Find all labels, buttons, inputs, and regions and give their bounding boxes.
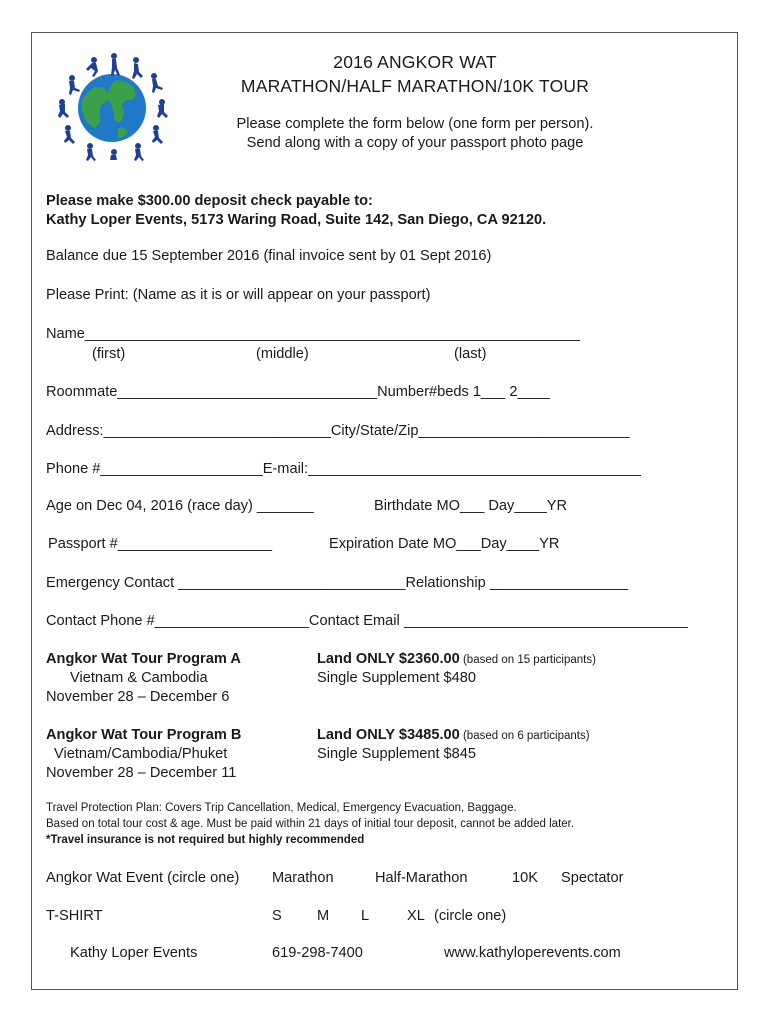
instruction-line-2: Send along with a copy of your passport photo page xyxy=(246,135,584,151)
program-b-name: Angkor Wat Tour Program B xyxy=(46,727,242,743)
title-line-1: 2016 ANGKOR WAT xyxy=(333,52,497,72)
program-b-countries: Vietnam/Cambodia/Phuket xyxy=(54,746,228,762)
travel-insurance-note: *Travel insurance is not required but highly recommended xyxy=(46,834,365,846)
program-b-dates: November 28 – December 11 xyxy=(46,765,237,781)
tshirt-size-m[interactable]: M xyxy=(317,908,330,924)
tshirt-size-l[interactable]: L xyxy=(361,908,370,924)
instruction-line-1: Please complete the form below (one form per person). xyxy=(236,116,594,132)
event-option-marathon[interactable]: Marathon xyxy=(272,870,334,886)
contact-phone-email-field[interactable]: Contact Phone #___________________Contact Email ___________________________________ xyxy=(46,613,688,629)
tshirt-circle-note: (circle one) xyxy=(434,908,507,924)
program-a-price-label: Land ONLY $2360.00 xyxy=(317,651,460,667)
name-middle-label: (middle) xyxy=(256,346,309,362)
address-field[interactable]: Address:____________________________City/State/Zip__________________________ xyxy=(46,423,630,439)
program-b-price-label: Land ONLY $3485.00 xyxy=(317,727,460,743)
program-a-supplement: Single Supplement $480 xyxy=(317,670,477,686)
title-line-2: MARATHON/HALF MARATHON/10K TOUR xyxy=(240,76,590,96)
program-a-dates: November 28 – December 6 xyxy=(46,689,230,705)
program-a-price-note: (based on 15 participants) xyxy=(459,654,596,666)
travel-protection-line-2: Based on total tour cost & age. Must be paid within 21 days of initial tour deposit, cannot be added later. xyxy=(46,818,575,830)
program-b-supplement: Single Supplement $845 xyxy=(317,746,477,762)
tshirt-size-xl[interactable]: XL xyxy=(407,908,425,924)
program-a-countries: Vietnam & Cambodia xyxy=(70,670,208,686)
event-option-10k[interactable]: 10K xyxy=(512,870,538,886)
event-option-half-marathon[interactable]: Half-Marathon xyxy=(375,870,468,886)
print-note: Please Print: (Name as it is or will appear on your passport) xyxy=(46,287,431,303)
travel-protection-line-1: Travel Protection Plan: Covers Trip Cancellation, Medical, Emergency Evacuation, Baggage. xyxy=(46,802,517,814)
tshirt-size-s[interactable]: S xyxy=(272,908,282,924)
program-b-price-note: (based on 6 participants) xyxy=(459,730,590,742)
globe-runners-logo xyxy=(56,50,168,162)
passport-field[interactable]: Passport #___________________ xyxy=(48,536,272,552)
footer-company: Kathy Loper Events xyxy=(70,945,198,961)
expiration-field[interactable]: Expiration Date MO___Day____YR xyxy=(329,536,560,552)
tshirt-label: T-SHIRT xyxy=(46,908,103,924)
footer-phone: 619-298-7400 xyxy=(272,945,363,961)
balance-due: Balance due 15 September 2016 (final invoice sent by 01 Sept 2016) xyxy=(46,248,492,264)
program-a-price xyxy=(317,650,596,669)
emergency-contact-field[interactable]: Emergency Contact ____________________________Relationship _________________ xyxy=(46,575,628,591)
name-last-label: (last) xyxy=(454,346,487,362)
program-b-price xyxy=(317,726,590,745)
footer-website[interactable]: www.kathyloperevents.com xyxy=(444,945,621,961)
name-field[interactable]: Name_____________________________________________________________ xyxy=(46,326,581,342)
event-option-spectator[interactable]: Spectator xyxy=(561,870,624,886)
phone-email-field[interactable]: Phone #____________________E-mail:_________________________________________ xyxy=(46,461,641,477)
deposit-line-1: Please make $300.00 deposit check payable to: xyxy=(46,193,373,209)
event-label: Angkor Wat Event (circle one) xyxy=(46,870,240,886)
birthdate-field[interactable]: Birthdate MO___ Day____YR xyxy=(374,498,568,514)
age-field[interactable]: Age on Dec 04, 2016 (race day) _______ xyxy=(46,498,314,514)
program-a-name: Angkor Wat Tour Program A xyxy=(46,651,241,667)
deposit-line-2: Kathy Loper Events, 5173 Waring Road, Suite 142, San Diego, CA 92120. xyxy=(46,212,547,228)
name-first-label: (first) xyxy=(92,346,126,362)
roommate-field[interactable]: Roommate________________________________Number#beds 1___ 2____ xyxy=(46,384,550,400)
